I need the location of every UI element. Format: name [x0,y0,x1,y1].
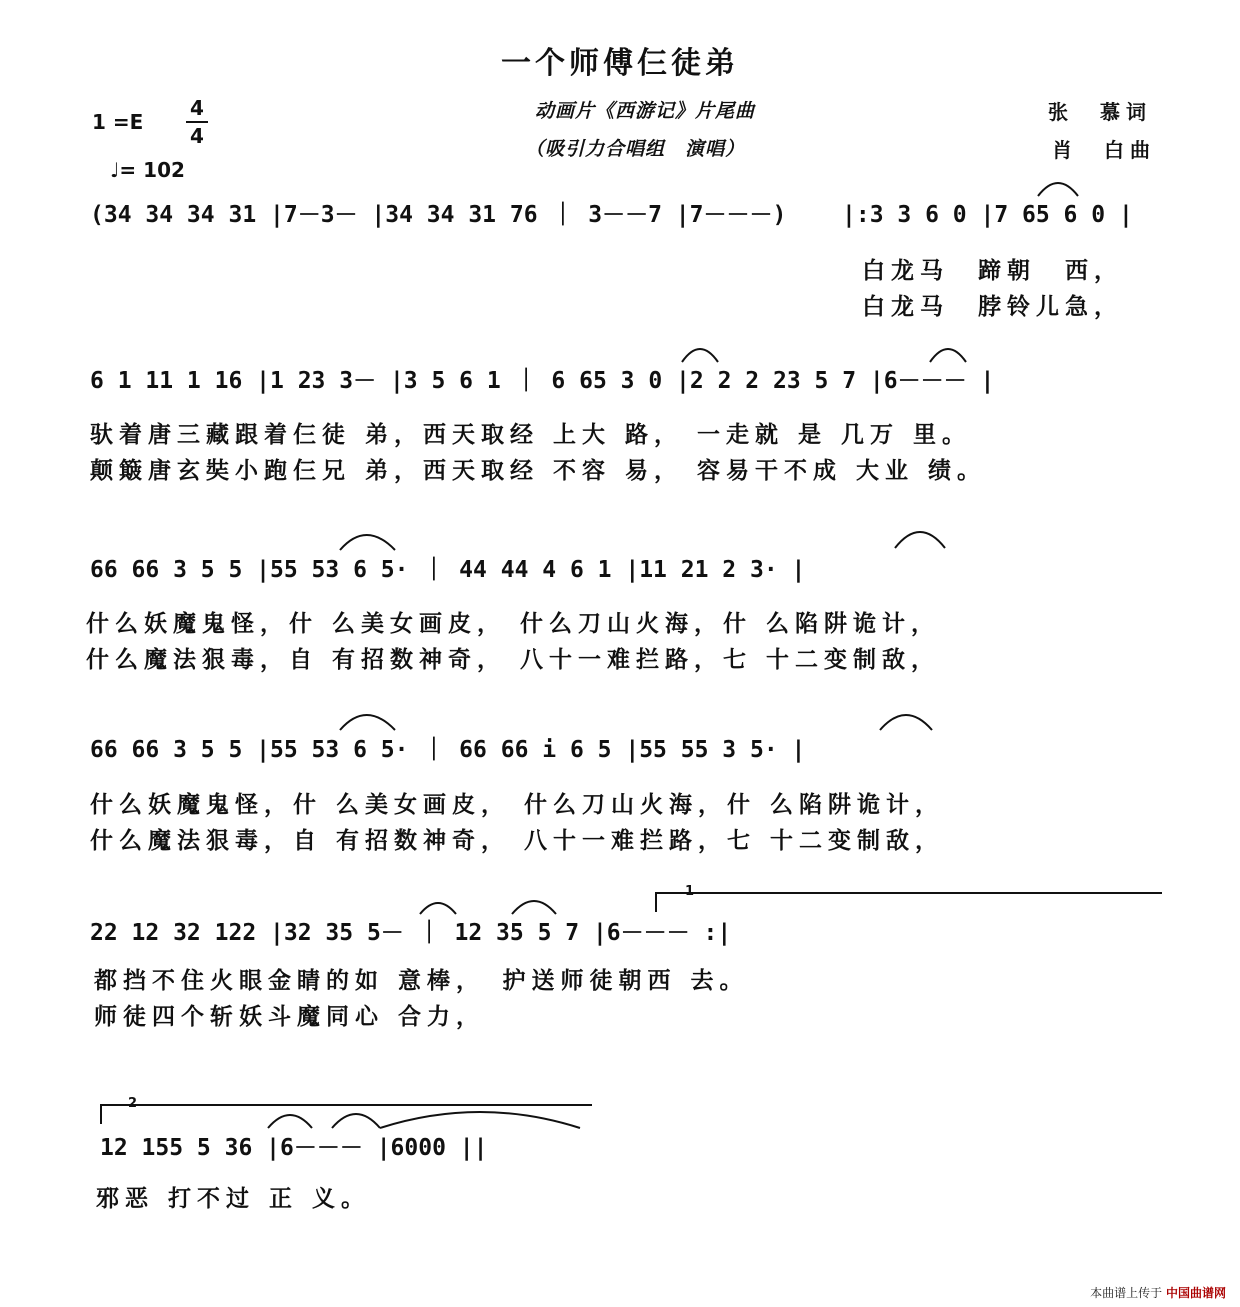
time-signature-bottom: 4 [190,124,204,148]
lyric-line-5-verse-1: 都挡不住火眼金睛的如 意棒， 护送师徒朝西 去。 [94,968,749,994]
lyric-line-5-verse-2: 师徒四个斩妖斗魔同心 合力， [94,1004,486,1030]
slur [880,715,932,730]
volta-number-2: 2 [128,1096,138,1111]
performer: （吸引力合唱组 演唱） [525,138,746,160]
lyric-line-4-verse-1: 什么妖魔鬼怪，什 么美女画皮， 什么刀山火海，什 么陷阱诡计， [90,792,945,818]
slur [340,715,395,730]
lyric-line-2-verse-1: 驮着唐三藏跟着仨徒 弟，西天取经 上大 路， 一走就 是 几万 里。 [90,422,972,448]
lyric-line-3-verse-1: 什么妖魔鬼怪，什 么美女画皮， 什么刀山火海，什 么陷阱诡计， [86,611,941,637]
slur [340,535,395,550]
notation-intro: (34 34 34 31 |7－3－ |34 34 31 76 ｜ 3－－7 |7－－－) [90,202,787,228]
notation-line-3: 66 66 3 5 5 |55 53 6 5· ｜ 44 44 4 6 1 |11 21 2 3· | [90,557,806,583]
notation-line-6: 12 155 5 36 |6－－－ |6000 || [100,1135,488,1161]
slur [332,1114,380,1128]
slur [1038,183,1078,196]
slur [895,532,945,548]
volta-number-1: 1 [685,884,695,899]
slur [930,349,966,362]
key-signature: 1 =E [92,110,144,134]
slur [512,901,556,914]
upload-credit [1090,1284,1226,1301]
notation-line-2: 6 1 11 1 16 |1 23 3－ |3 5 6 1 ｜ 6 65 3 0 |2 2 2 23 5 7 |6－－－ | [90,368,995,394]
notation-verse-start: |:3 3 6 0 |7 65 6 0 | [842,202,1133,228]
slur [380,1112,580,1128]
notation-line-4: 66 66 3 5 5 |55 53 6 5· ｜ 66 66 i 6 5 |55 55 3 5· | [90,737,806,763]
slur [268,1115,312,1128]
slur [682,349,718,362]
upload-credit-text: 本曲谱上传于 [1090,1286,1163,1300]
slur [420,903,456,914]
lyric-verse-1-intro: 白龙马 蹄朝 西， [862,258,1123,284]
lyric-verse-2-intro: 白龙马 脖铃儿急， [862,294,1123,320]
song-title: 一个师傅仨徒弟 [501,46,739,81]
notation-line-5: 22 12 32 122 |32 35 5－ ｜ 12 35 5 7 |6－－－ :| [90,920,732,946]
tempo-marking: ♩= 102 [110,158,185,182]
site-brand: 中国曲谱网 [1165,1286,1226,1300]
lyric-line-6-verse-1: 邪恶 打不过 正 义。 [96,1186,371,1212]
subtitle: 动画片《西游记》片尾曲 [535,100,756,122]
lyricist: 张 慕词 [1048,100,1152,124]
lyric-line-3-verse-2: 什么魔法狠毒，自 有招数神奇， 八十一难拦路，七 十二变制敌， [86,647,941,673]
composer: 肖 白曲 [1052,138,1156,162]
time-signature-top: 4 [190,96,204,120]
lyric-line-4-verse-2: 什么魔法狠毒，自 有招数神奇， 八十一难拦路，七 十二变制敌， [90,828,945,854]
lyric-line-2-verse-2: 颠簸唐玄奘小跑仨兄 弟，西天取经 不容 易， 容易干不成 大业 绩。 [90,458,987,484]
